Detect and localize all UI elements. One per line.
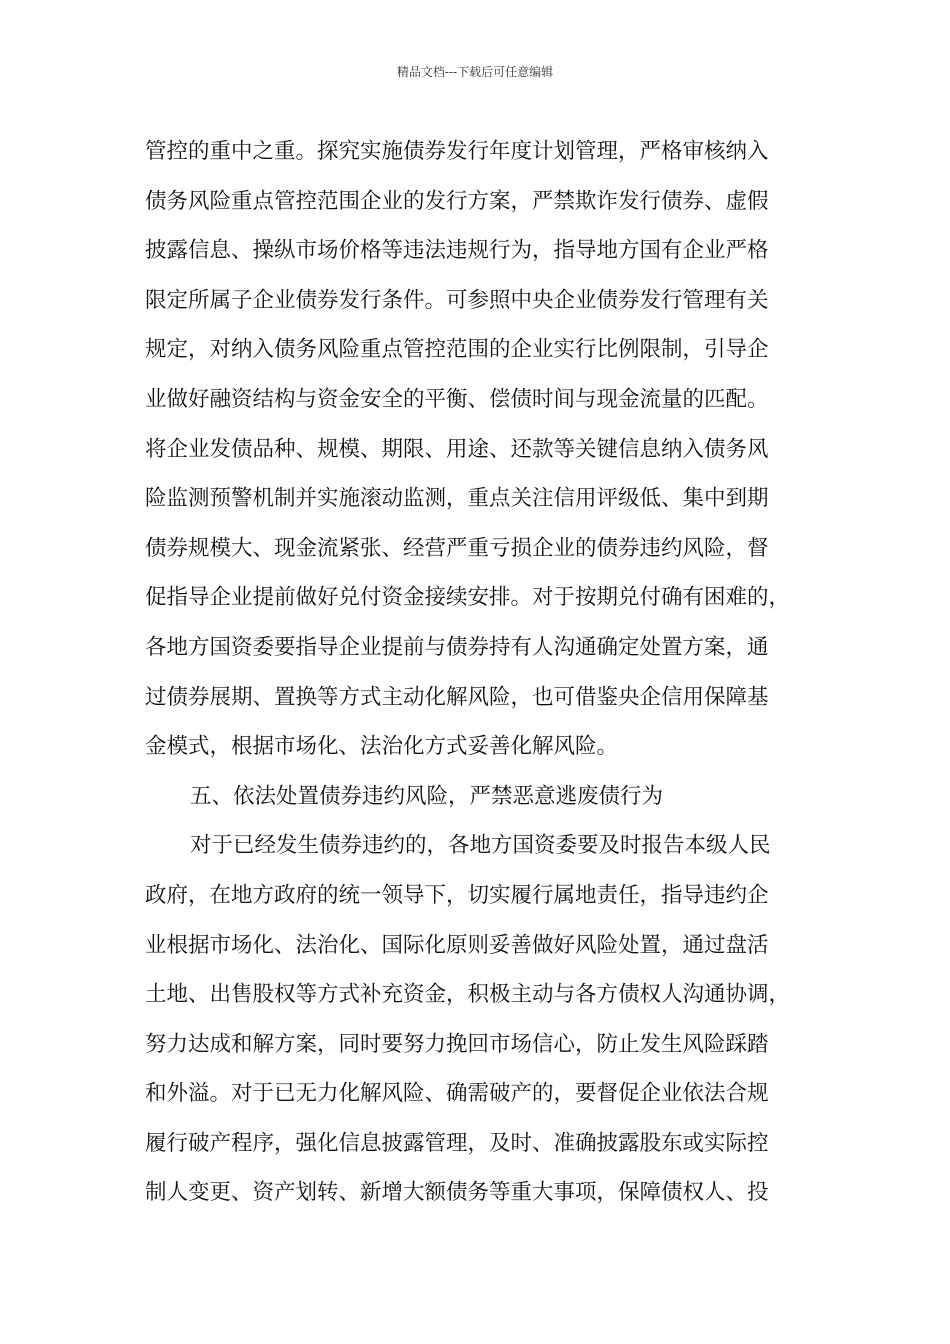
paragraph-line: 限定所属子企业债券发行条件。可参照中央企业债券发行管理有关 [145, 287, 769, 313]
paragraph-line: 披露信息、操纵市场价格等违法违规行为，指导地方国有企业严格 [145, 238, 769, 264]
paragraph-line: 促指导企业提前做好兑付资金接续安排。对于按期兑付确有困难的， [145, 585, 791, 611]
paragraph-line: 和外溢。对于已无力化解风险、确需破产的，要督促企业依法合规 [145, 1081, 769, 1107]
section-heading: 五、依法处置债券违约风险，严禁恶意逃废债行为 [190, 783, 664, 809]
paragraph-line: 对于已经发生债券违约的，各地方国资委要及时报告本级人民 [190, 833, 771, 859]
paragraph-line: 业根据市场化、法治化、国际化原则妥善做好风险处置，通过盘活 [145, 932, 769, 958]
document-body [145, 127, 805, 1218]
paragraph-line: 债券规模大、现金流紧张、经营严重亏损企业的债券违约风险，督 [145, 535, 769, 561]
paragraph-line: 将企业发债品种、规模、期限、用途、还款等关键信息纳入债务风 [145, 436, 769, 462]
paragraph-line: 履行破产程序，强化信息披露管理，及时、准确披露股东或实际控 [145, 1130, 769, 1156]
paragraph-line: 各地方国资委要指导企业提前与债券持有人沟通确定处置方案，通 [145, 634, 769, 660]
paragraph-line: 过债券展期、置换等方式主动化解风险，也可借鉴央企信用保障基 [145, 684, 769, 710]
paragraph-line: 业做好融资结构与资金安全的平衡、偿债时间与现金流量的匹配。 [145, 386, 769, 412]
paragraph-line: 制人变更、资产划转、新增大额债务等重大事项，保障债权人、投 [145, 1180, 769, 1206]
paragraph-line: 金模式，根据市场化、法治化方式妥善化解风险。 [145, 734, 619, 760]
paragraph-line: 险监测预警机制并实施滚动监测，重点关注信用评级低、集中到期 [145, 486, 769, 512]
paragraph-line: 土地、出售股权等方式补充资金，积极主动与各方债权人沟通协调， [145, 982, 791, 1008]
paragraph-line: 努力达成和解方案，同时要努力挽回市场信心，防止发生风险踩踏 [145, 1031, 769, 1057]
paragraph-line: 管控的重中之重。探究实施债券发行年度计划管理，严格审核纳入 [145, 139, 769, 164]
paragraph-line: 规定，对纳入债务风险重点管控范围的企业实行比例限制，引导企 [145, 337, 769, 363]
page-header: 精品文档---下载后可任意编辑 [396, 65, 554, 79]
paragraph-line: 政府，在地方政府的统一领导下，切实履行属地责任，指导违约企 [145, 882, 769, 908]
paragraph-line: 债务风险重点管控范围企业的发行方案，严禁欺诈发行债券、虚假 [145, 188, 769, 214]
